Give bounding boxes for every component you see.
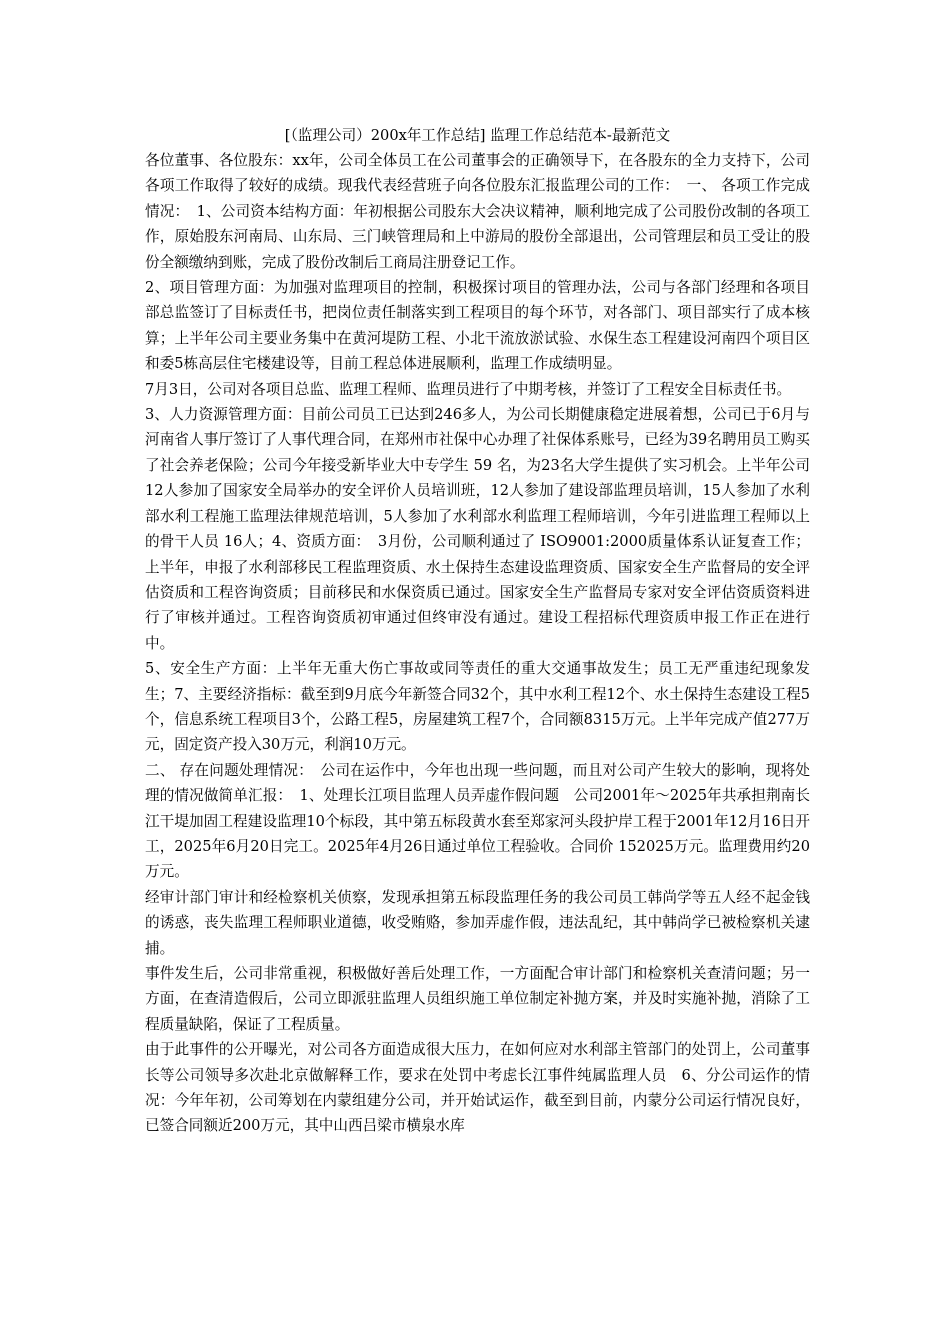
paragraph-5: 5、安全生产方面：上半年无重大伤亡事故或同等责任的重大交通事故发生；员工无严重违纪现象发生；7、主要经济指标：截至到9月底今年新签合同32个，其中水利工程12个、水土保持生态建设工程5个，信息系统工程项目3个，公路工程5，房屋建筑工程7个，合同额8315万元。上半年完成产值277万元，固定资产投入30万元，利润10万元。 bbox=[145, 660, 810, 754]
document-title: [（监理公司）200x年工作总结] 监理工作总结范本-最新范文 bbox=[284, 127, 671, 144]
paragraph-4: 3、人力资源管理方面：目前公司员工已达到246多人，为公司长期健康稳定进展着想，公司已于6月与河南省人事厅签订了人事代理合同，在郑州市社保中心办理了社保体系账号，已经为39名聘用员工购买了社会养老保险；公司今年接受新毕业大中专学生 59 名，为23名大学生提供了实习机会。上半年公司12人参加了国家安全局举办的安全评价人员培训班，12人参加了建设部监理员培训，15人参加了水利部水利工程施工监理法律规范培训，5人参加了水利部水利监理工程师培训，今年引进监理工程师以上的骨干人员 16人；4、资质方面： 3月份，公司顺利通过了 ISO9001:2000质量体系认证复查工作；上半年，申报了水利部移民工程监理资质、水土保持生态建设监理资质、国家安全生产监督局的安全评估资质和工程咨询资质；目前移民和水保资质已通过。国家安全生产监督局专家对安全评估资质资料进行了审核并通过。工程咨询资质初审通过但终审没有通过。建设工程招标代理资质申报工作正在进行中。 bbox=[145, 406, 810, 652]
paragraph-2: 2、项目管理方面：为加强对监理项目的控制，积极探讨项目的管理办法，公司与各部门经理和各项目部总监签订了目标责任书，把岗位责任制落实到工程项目的每个环节，对各部门、项目部实行了成本核算；上半年公司主要业务集中在黄河堤防工程、小北干流放淤试验、水保生态工程建设河南四个项目区和委5栋高层住宅楼建设等，目前工程总体进展顺利，监理工作成绩明显。 bbox=[145, 279, 810, 373]
paragraph-3: 7月3日，公司对各项目总监、监理工程师、监理员进行了中期考核，并签订了工程安全目标责任书。 bbox=[145, 380, 792, 398]
paragraph-1: 各位董事、各位股东：xx年，公司全体员工在公司董事会的正确领导下，在各股东的全力支持下，公司各项工作取得了较好的成绩。现我代表经营班子向各位股东汇报监理公司的工作： 一、 各项工作完成情况： 1、公司资本结构方面：年初根据公司股东大会决议精神，顺利地完成了公司股份改制的各项工作，原始股东河南局、山东局、三门峡管理局和上中游局的股份全部退出，公司管理层和员工受让的股份全额缴纳到账，完成了股份改制后工商局注册登记工作。 bbox=[145, 152, 810, 271]
paragraph-9: 由于此事件的公开曝光，对公司各方面造成很大压力，在如何应对水利部主管部门的处罚上，公司董事长等公司领导多次赴北京做解释工作，要求在处罚中考虑长江事件纯属监理人员 6、分公司运作的情况：今年年初，公司筹划在内蒙组建分公司，并开始试运作，截至到目前，内蒙分公司运行情况良好，已签合同额近200万元，其中山西吕梁市横泉水库 bbox=[145, 1041, 810, 1135]
document-body bbox=[145, 124, 810, 1139]
paragraph-8: 事件发生后，公司非常重视，积极做好善后处理工作，一方面配合审计部门和检察机关查清问题；另一方面，在查清造假后，公司立即派驻监理人员组织施工单位制定补抛方案，并及时实施补抛，消除了工程质量缺陷，保证了工程质量。 bbox=[145, 965, 810, 1033]
paragraph-7: 经审计部门审计和经检察机关侦察，发现承担第五标段监理任务的我公司员工韩尚学等五人经不起金钱的诱惑，丧失监理工程师职业道德，收受贿赂，参加弄虚作假，违法乱纪，其中韩尚学已被检察机关逮捕。 bbox=[145, 888, 810, 957]
paragraph-6: 二、 存在问题处理情况： 公司在运作中，今年也出现一些问题，而且对公司产生较大的影响，现将处理的情况做简单汇报： 1、处理长江项目监理人员弄虚作假问题 公司2001年～2025年共承担荆南长江干堤加固工程建设监理10个标段，其中第五标段黄水套至郑家河头段护岸工程于2001年12月16日开工，2025年6月20日完工。2025年4月26日通过单位工程验收。合同价 152025万元。监理费用约20万元。 bbox=[145, 761, 810, 881]
